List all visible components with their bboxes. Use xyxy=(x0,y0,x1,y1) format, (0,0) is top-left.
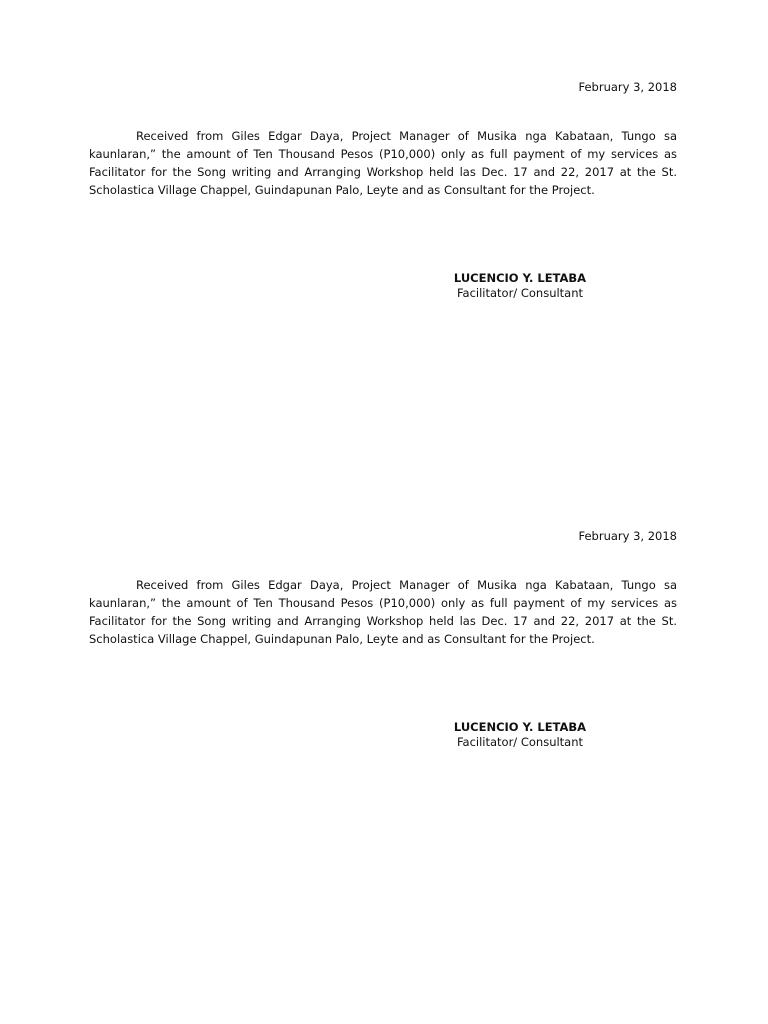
signatory-title: Facilitator/ Consultant xyxy=(456,735,584,749)
signatory-block xyxy=(430,720,610,750)
receipt-date: February 3, 2018 xyxy=(578,529,677,543)
signatory-name: LUCENCIO Y. LETABA xyxy=(453,271,587,285)
receipt-body: Received from Giles Edgar Daya, Project Manager of Musika nga Kabataan, Tungo sa kaunlaran,” the amount of Ten Thousand Pesos (P10,000) only as full payment of my services as Facilitator for the Song writing and Arranging Workshop held las Dec. 17 and 22, 2017 at the St. Scholastica Village Chappel, Guindapunan Palo, Leyte and as Consultant for the Project. xyxy=(89,129,677,197)
signatory-title: Facilitator/ Consultant xyxy=(456,286,584,300)
signatory-block xyxy=(430,271,610,301)
receipt-date: February 3, 2018 xyxy=(578,80,677,94)
receipt-1 xyxy=(0,0,768,300)
signatory-name: LUCENCIO Y. LETABA xyxy=(453,720,587,734)
receipt-2 xyxy=(0,449,768,749)
receipt-body: Received from Giles Edgar Daya, Project Manager of Musika nga Kabataan, Tungo sa kaunlaran,” the amount of Ten Thousand Pesos (P10,000) only as full payment of my services as Facilitator for the Song writing and Arranging Workshop held las Dec. 17 and 22, 2017 at the St. Scholastica Village Chappel, Guindapunan Palo, Leyte and as Consultant for the Project. xyxy=(89,578,677,646)
